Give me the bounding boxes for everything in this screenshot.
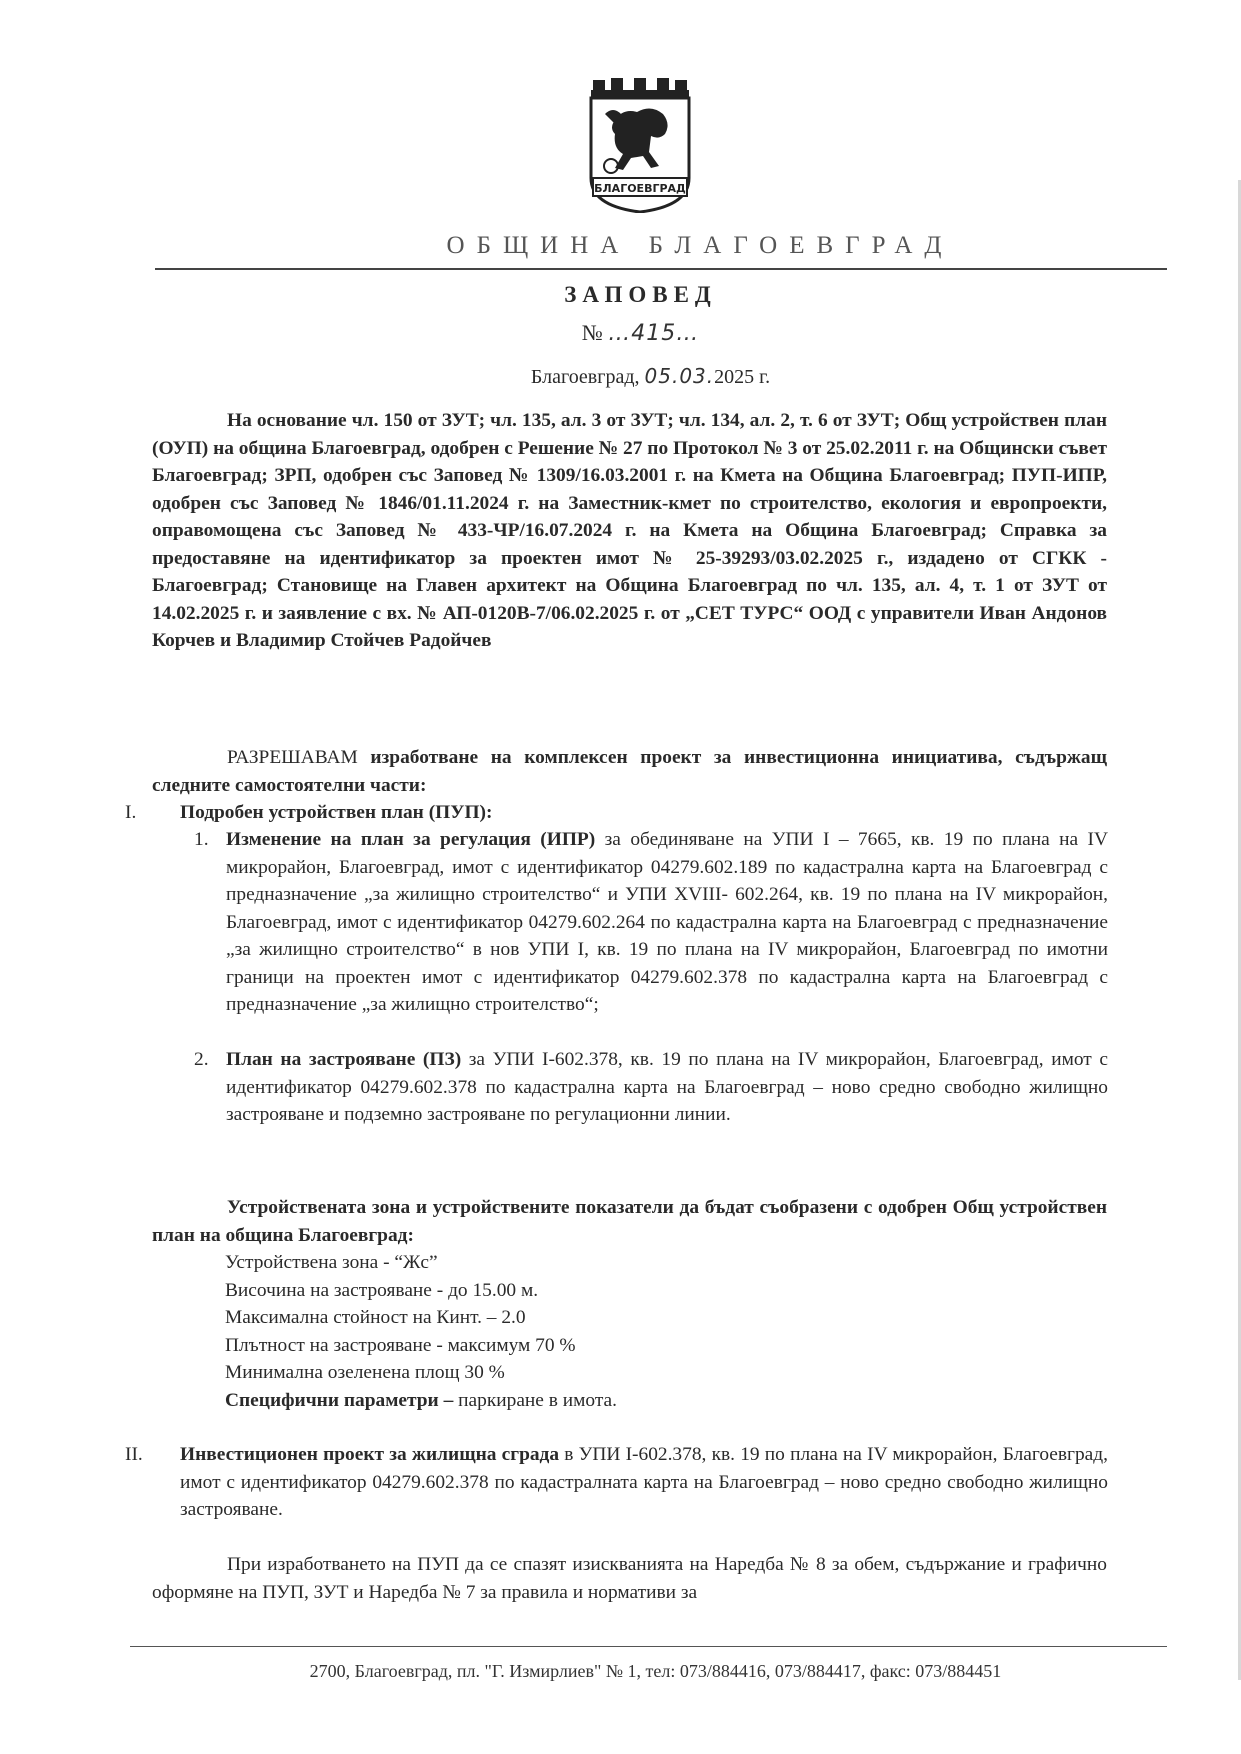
rules-paragraph: При изработването на ПУП да се спазят изискванията на Наредба № 8 за обем, съдържание и графично оформяне на ПУП, ЗУТ и Наредба № 7 за правила и нормативи за (152, 1554, 1107, 1603)
order-number-prefix: № (581, 320, 603, 345)
footer-divider (130, 1646, 1167, 1647)
footer-address: 2700, Благоевград, пл. "Г. Измирлиев" № 1, тел: 073/884416, 073/884417, факс: 073/884451 (309, 1661, 1002, 1681)
item-2-title: План на застрояване (ПЗ) (226, 1049, 462, 1070)
param-kint: Максимална стойност на Кинт. – 2.0 (225, 1307, 526, 1328)
crest-label: БЛАГОЕВГРАД (594, 182, 686, 195)
section-2-paragraph (180, 1441, 1108, 1524)
order-date-value: 05.03. (644, 364, 715, 388)
param-specific (225, 1387, 1025, 1415)
document-title: ЗАПОВЕД (564, 282, 717, 307)
coat-of-arms-icon (585, 78, 695, 213)
list-item (196, 1046, 1108, 1129)
header-divider (155, 268, 1167, 270)
item-2-number: 2. (194, 1049, 209, 1070)
order-date (0, 364, 1241, 389)
allow-keyword: РАЗРЕШАВАМ (227, 747, 358, 768)
allow-text: изработване на комплексен проект за инвестиционна инициатива, съдържащ следните самостоятелни части: (152, 747, 1107, 796)
param-zone: Устройствена зона - “Жс” (225, 1252, 438, 1273)
zone-intro-paragraph: Устройствената зона и устройствените показатели да бъдат съобразени с одобрен Общ устройствен план на община Благоевград: (152, 1197, 1107, 1246)
section-2-numeral: II. (125, 1444, 143, 1465)
parameters-list (225, 1249, 1025, 1414)
section-2-title: Инвестиционен проект за жилищна сграда (180, 1444, 560, 1465)
item-2-text: за УПИ I-602.378, кв. 19 по плана на IV микрорайон, Благоевград, имот с идентификатор 04279.602.378 по кадастрална карта на Благоевград – ново средно свободно жилищно застрояване и подземно застрояване по регулационни линии. (226, 1049, 1108, 1125)
section-2-text: в УПИ I-602.378, кв. 19 по плана на IV микрорайон, Благоевград, имот с идентификатор 04279.602.378 по кадастралната карта на Благоевград – ново средно свободно жилищно застрояване. (180, 1444, 1108, 1520)
section-1-numeral: I. (125, 802, 137, 823)
allow-paragraph (152, 744, 1107, 799)
order-number-value: …415… (608, 321, 700, 346)
param-specific-value: паркиране в имота. (458, 1389, 618, 1411)
item-1-number: 1. (194, 829, 209, 850)
param-green-area: Минимална озеленена площ 30 % (225, 1362, 505, 1383)
item-1-text: за обединяване на УПИ I – 7665, кв. 19 по плана на IV микрорайон, Благоевград, имот с идентификатор 04279.602.189 по кадастрална карта на Благоевград с предназначение „за жилищно строителство“ и УПИ XVIII- 602.264, кв. 19 по плана на IV микрорайон, Благоевград, имот с идентификатор 04279.602.264 по кадастрална карта на Благоевград с предназначение „за жилищно строителство“ в нов УПИ I, кв. 19 по плана на IV микрорайон, Благоевград по имотни граници на проектен имот с идентификатор 04279.602.378 по кадастрална карта на Благоевград с предназначение „за жилищно строителство“; (226, 829, 1108, 1015)
municipality-name: ОБЩИНА БЛАГОЕВГРАД (446, 232, 954, 259)
param-specific-label: Специфични параметри – (225, 1389, 454, 1411)
order-date-prefix: Благоевград, (530, 366, 640, 388)
section-1-title: Подробен устройствен план (ПУП): (180, 802, 493, 823)
list-item (196, 826, 1108, 1019)
order-date-suffix: 2025 г. (714, 366, 771, 388)
item-1-title: Изменение на план за регулация (ИПР) (226, 829, 596, 850)
order-number (0, 320, 1241, 346)
param-density: Плътност на застрояване - максимум 70 % (225, 1334, 576, 1356)
param-height: Височина на застрояване - до 15.00 м. (225, 1279, 539, 1301)
legal-basis-paragraph: На основание чл. 150 от ЗУТ; чл. 135, ал. 3 от ЗУТ; чл. 134, ал. 2, т. 6 от ЗУТ; Общ устройствен план (ОУП) на община Благоевград, одобрен с Решение № 27 по Протокол № 3 от 25.02.2011 г. на Общински съвет Благоевград; ЗРП, одобрен със Заповед № 1309/16.03.2001 г. на Кмета на Община Благоевград; ПУП-ИПР, одобрен със Заповед № 1846/01.11.2024 г. на Заместник-кмет по строителство, екология и европроекти, оправомощена със Заповед № 433-ЧР/16.07.2024 г. на Кмета на Община Благоевград; Справка за предоставяне на идентификатор за проектен имот № 25-39293/03.02.2025 г., издадено от СГКК - Благоевград; Становище на Главен архитект на Община Благоевград по чл. 135, ал. 4, т. 1 от ЗУТ от 14.02.2025 г. и заявление с вх. № АП-0120В-7/06.02.2025 г. от „СЕТ ТУРС“ ООД с управители Иван Андонов Корчев и Владимир Стойчев Радойчев (152, 410, 1107, 651)
